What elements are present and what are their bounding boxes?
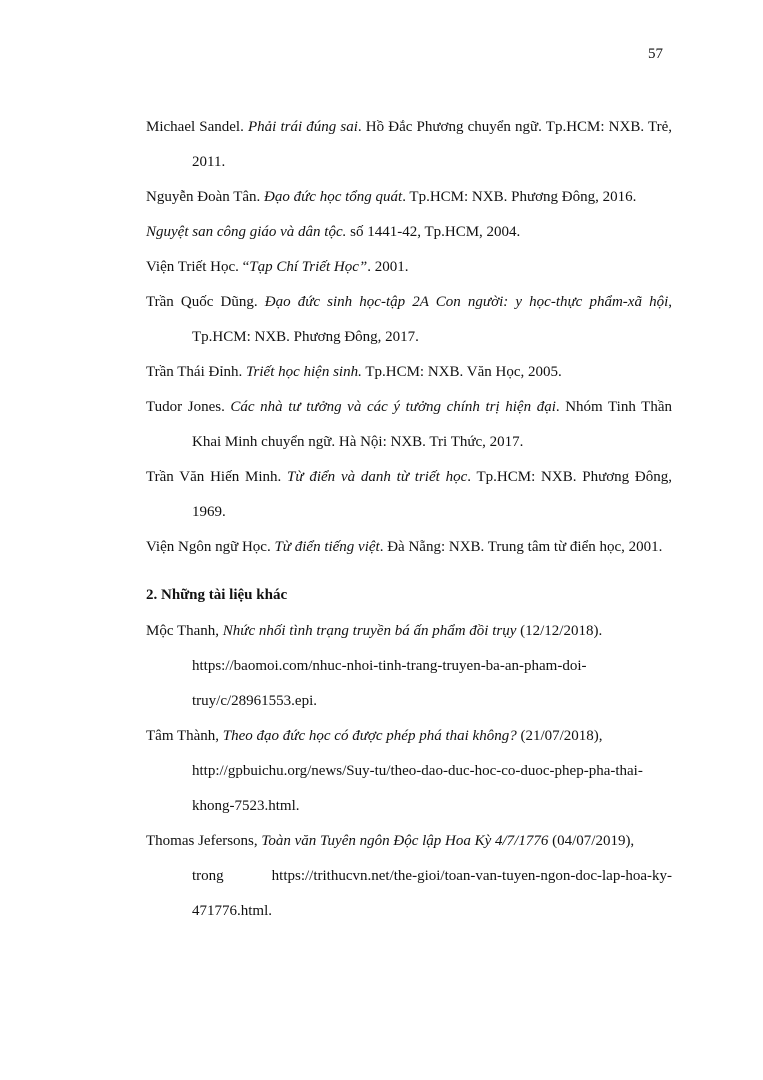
ref-author: Tudor Jones. [146, 399, 231, 415]
ref-details: . Tp.HCM: NXB. Phương Đông, 1969. [192, 469, 673, 520]
reference-item [146, 719, 672, 824]
page-number: 57 [648, 46, 663, 62]
ref-details: số 1441-42, Tp.HCM, 2004. [346, 224, 521, 240]
ref-url[interactable]: khong-7523.html. [192, 798, 300, 814]
ref-author: Viện Ngôn ngữ Học. [146, 539, 275, 555]
ref-title: Toàn văn Tuyên ngôn Độc lập Hoa Kỳ 4/7/1776 [261, 833, 549, 849]
ref-author: Viện Triết Học. “ [146, 259, 250, 275]
ref-url[interactable]: truy/c/28961553.epi. [192, 693, 317, 709]
reference-item [146, 215, 672, 250]
ref-details: (04/07/2019), [548, 833, 635, 849]
reference-item [146, 824, 672, 929]
ref-details: . Đà Nẵng: NXB. Trung tâm từ điển học, 2001. [379, 539, 663, 555]
ref-url[interactable]: https://baomoi.com/nhuc-nhoi-tinh-trang-truyen-ba-an-pham-doi- [192, 658, 587, 674]
ref-title: Đạo đức học tổng quát [264, 189, 403, 205]
ref-details: , Tp.HCM: NXB. Phương Đông, 2017. [192, 294, 672, 345]
reference-item [146, 460, 672, 530]
reference-item [146, 250, 672, 285]
reference-item [146, 530, 672, 565]
ref-details: (21/07/2018), [516, 728, 603, 744]
ref-author: Mộc Thanh, [146, 623, 223, 639]
ref-title: Theo đạo đức học có được phép phá thai không? [222, 728, 517, 744]
ref-details: Tp.HCM: NXB. Văn Học, 2005. [361, 364, 562, 380]
reference-item [146, 110, 672, 180]
reference-item [146, 614, 672, 719]
ref-author: Thomas Jefersons, [146, 833, 262, 849]
ref-title: Phải trái đúng sai [248, 119, 358, 135]
ref-url[interactable]: http://gpbuichu.org/news/Suy-tu/theo-dao-duc-hoc-co-duoc-phep-pha-thai- [192, 763, 643, 779]
section-heading: 2. Những tài liệu khác [146, 587, 288, 603]
ref-details: . 2001. [367, 259, 409, 275]
ref-title: Từ điển và danh từ triết học [287, 469, 468, 485]
ref-details: . Hồ Đắc Phương chuyển ngữ. Tp.HCM: NXB. Trẻ, 2011. [192, 119, 672, 170]
ref-title: Đạo đức sinh học-tập 2A Con người: y học-thực phẩm-xã hội [264, 294, 669, 310]
ref-title: Từ điển tiếng việt [274, 539, 380, 555]
ref-title: Tạp Chí Triết Học” [249, 259, 368, 275]
ref-url[interactable]: 471776.html. [192, 903, 273, 919]
ref-author: Tâm Thành, [146, 728, 223, 744]
reference-item [146, 285, 672, 355]
ref-details: (12/12/2018). [516, 623, 603, 639]
ref-author: Trần Thái Đỉnh. [146, 364, 247, 380]
reference-item [146, 355, 672, 390]
ref-author: Michael Sandel. [146, 119, 248, 135]
ref-title: Nhức nhối tình trạng truyền bá ấn phẩm đồi trụy [222, 623, 517, 639]
ref-author: Trần Văn Hiến Minh. [146, 469, 288, 485]
ref-prefix: trong [192, 868, 224, 884]
reference-item [146, 180, 672, 215]
ref-title: Triết học hiện sinh. [246, 364, 362, 380]
reference-item [146, 390, 672, 460]
bibliography [146, 110, 672, 929]
ref-author: Trần Quốc Dũng. [146, 294, 265, 310]
ref-details: . Nhóm Tinh Thần Khai Minh chuyển ngữ. Hà Nội: NXB. Tri Thức, 2017. [192, 399, 672, 450]
ref-title: Nguyệt san công giáo và dân tộc. [146, 224, 347, 240]
ref-url[interactable]: https://trithucvn.net/the-gioi/toan-van-tuyen-ngon-doc-lap-hoa-ky- [271, 868, 672, 884]
ref-author: Nguyễn Đoàn Tân. [146, 189, 265, 205]
ref-title: Các nhà tư tưởng và các ý tưởng chính trị hiện đại [230, 399, 556, 415]
ref-details: . Tp.HCM: NXB. Phương Đông, 2016. [402, 189, 637, 205]
